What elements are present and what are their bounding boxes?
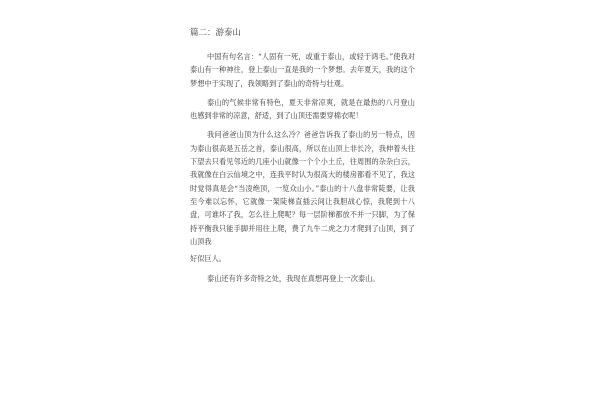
paragraph-conclusion: 泰山还有许多奇特之处，我现在真想再登上一次泰山。 xyxy=(207,274,380,284)
document-title: 篇二：游泰山 xyxy=(190,28,242,38)
paragraph-continuation: 好似巨人。 xyxy=(190,254,226,264)
paragraph-intro: 中国有句名言：“人固有一死，或重于泰山，或轻于鸿毛。”使我对泰山有一种神往，登上泰山一直是我的一个梦想。去年夏天，我的这个梦想中于实现了，我领略到了泰山的奇特与壮观。 xyxy=(190,52,415,88)
paragraph-climate: 泰山的气候非常有特色，夏天非常凉爽，就是在最热的八月登山也感到非常的凉意，舒适，到了山顶还需要穿棉衣呢！ xyxy=(190,97,415,121)
paragraph-summit: 我问爸爸山顶为什么这么冷？爸爸告诉我了泰山的另一特点，因为泰山很高是五岳之首，泰山很高，所以在山顶上非长冷，我伸着头往下望去只看见邻近的几座小山就像一个个小土丘，往周围的杂杂白云，我就像在白云仙境之中，连我平时认为很高大的楼房都看不见了，我这时觉得真是会“当凌绝顶，一览众山小。”泰山的十八盘非常陡要，让我至今难以忘怀，它就像一架陡梯直插云间让我胆战心惊，我爬到十八盘，可谁坏了我，怎么往上爬呢？每一层阶梯都放不并一只脚，为了保持平衡我只能手脚并用往上爬，费了九牛二虎之力才爬到了山顶，到了山顶我 xyxy=(190,130,415,246)
document-body xyxy=(190,27,415,293)
